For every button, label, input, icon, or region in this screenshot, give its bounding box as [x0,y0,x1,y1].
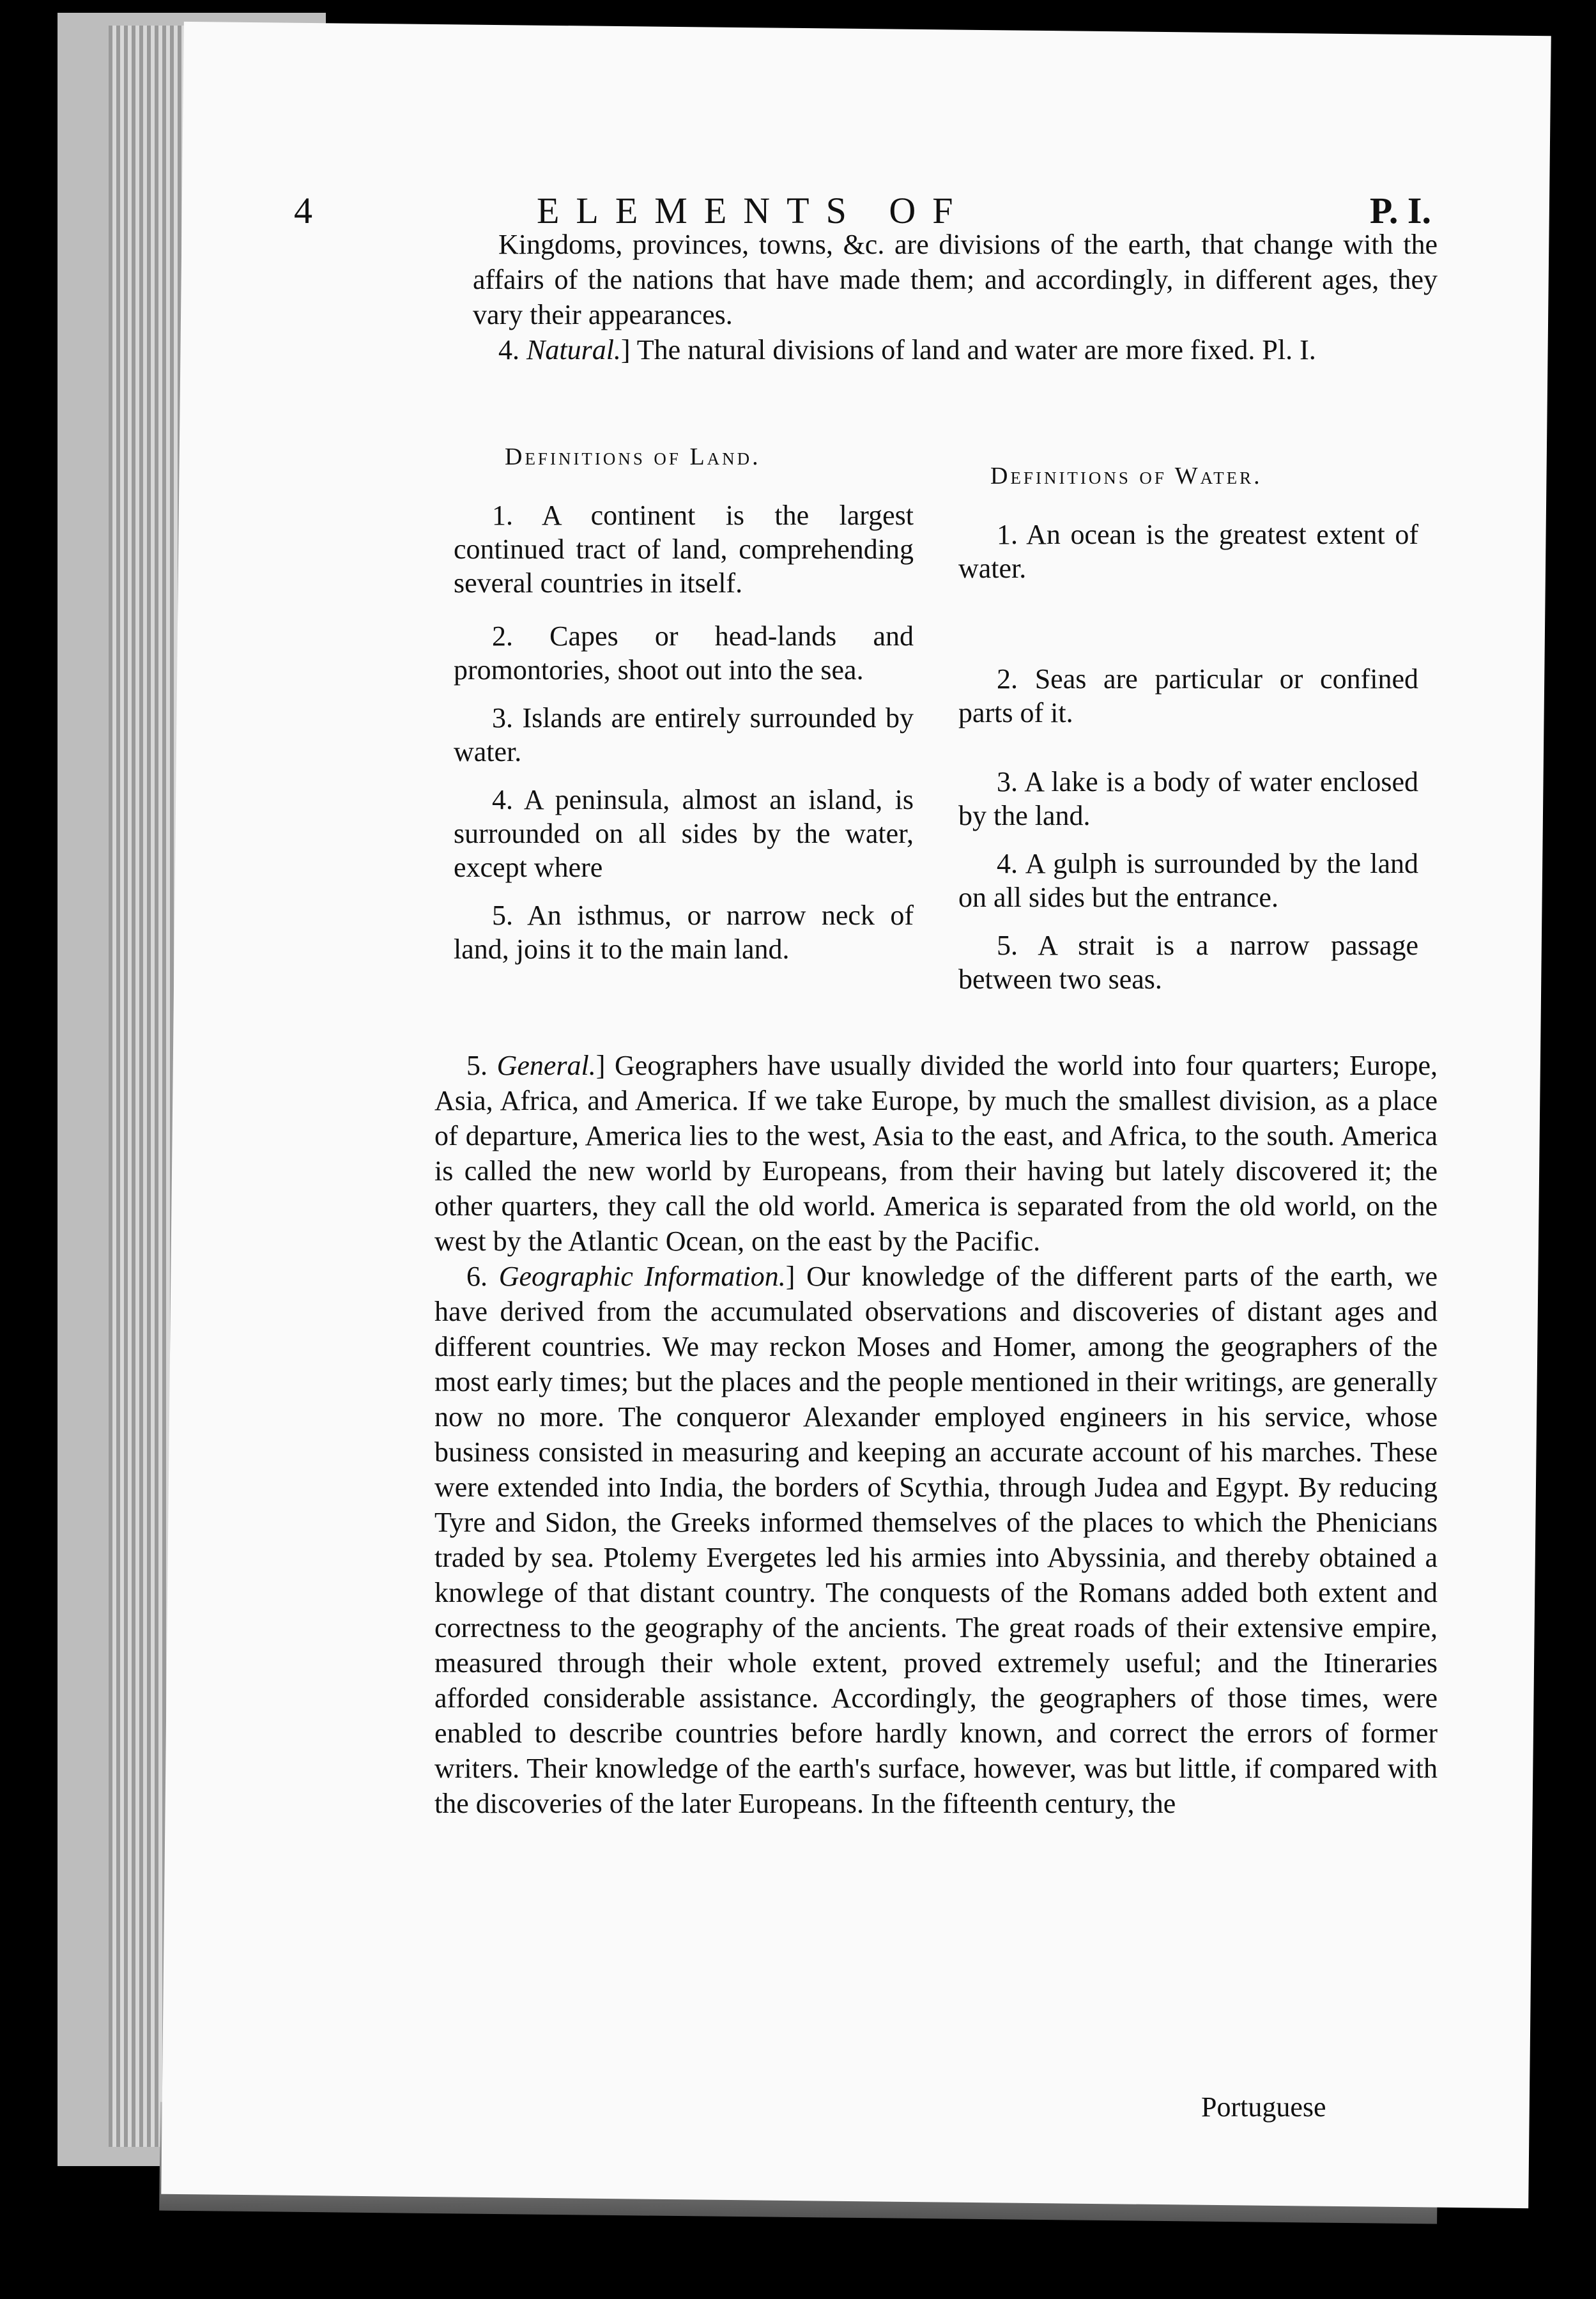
page-number: 4 [294,190,312,231]
main-text [434,1048,1438,1821]
water-item: 1. An ocean is the greatest extent of water. [958,519,1418,584]
water-definitions [958,518,1418,1010]
water-item: 4. A gulph is surrounded by the land on all sides but the entrance. [958,848,1418,913]
general-label: General. [496,1050,596,1081]
scan-border [1558,0,1596,2299]
land-heading: Definitions of Land. [505,443,761,470]
land-item: 3. Islands are entirely surrounded by water. [454,702,914,767]
land-definitions [454,498,914,980]
catchword: Portuguese [1201,2091,1326,2123]
intro-paragraph: Kingdoms, provinces, towns, &c. are divisions of the earth, that change with the affairs of the nations that have made them; and accordingly, in different ages, they vary their appearances. [473,229,1438,330]
land-item: 5. An isthmus, or narrow neck of land, joins it to the main land. [454,900,914,965]
general-paragraph: 5. General.] Geographers have usually divided the world into four quarters; Europe, Asia, Africa, and America. If we take Europe, by much the smallest division, as a place of departure, America lies to the west, Asia to the east, and Africa, to the south. America is called the new world by Europeans, from their having but lately discovered it; the other quarters, they call the old world. America is separated from the old world, on the west by the Atlantic Ocean, on the east by the Pacific. [434,1050,1438,1257]
water-item: 2. Seas are particular or confined parts of it. [958,663,1418,728]
geographic-label: Geographic Information. [498,1261,786,1292]
water-item: 3. A lake is a body of water enclosed by the land. [958,766,1418,831]
natural-paragraph: 4. Natural.] The natural divisions of land and water are more fixed. Pl. I. [498,334,1316,365]
land-item: 1. A continent is the largest continued tract of land, comprehending several countries in itself. [454,500,914,599]
natural-label: Natural. [526,334,621,365]
part-indicator: P. I. [1369,190,1431,231]
land-item: 4. A peninsula, almost an island, is surrounded on all sides by the water, except where [454,784,914,883]
water-item: 5. A strait is a narrow passage between two seas. [958,930,1418,995]
land-item: 2. Capes or head-lands and promontories, shoot out into the sea. [454,620,914,686]
running-title: ELEMENTS OF [537,190,970,231]
water-heading: Definitions of Water. [990,463,1262,489]
geographic-paragraph: 6. Geographic Information.] Our knowledge of the different parts of the earth, we have derived from the accumulated observations and discoveries of distant ages and different countries. We may reckon Moses and Homer, among the geographers of the most early times; but the places and the people mentioned in their writings, are generally now no more. The conqueror Alexander employed engineers in his service, whose business consisted in measuring and keeping an accurate account of his marches. These were extended into India, the borders of Scythia, through Judea and Egypt. By reducing Tyre and Sidon, the Greeks informed themselves of the places to which the Phenicians traded by sea. Ptolemy Evergetes led his armies into Abyssinia, and thereby obtained a knowlege of that distant country. The conquests of the Romans added both extent and correctness to the geography of the ancients. The great roads of their extensive empire, measured through their whole extent, proved extremely useful; and the Itineraries afforded considerable assistance. Accordingly, the geographers of those times, were enabled to describe countries before hardly known, and correct the errors of former writers. Their knowledge of the earth's surface, however, was but little, if compared with the discoveries of the later Europeans. In the fifteenth century, the [434,1261,1438,1819]
